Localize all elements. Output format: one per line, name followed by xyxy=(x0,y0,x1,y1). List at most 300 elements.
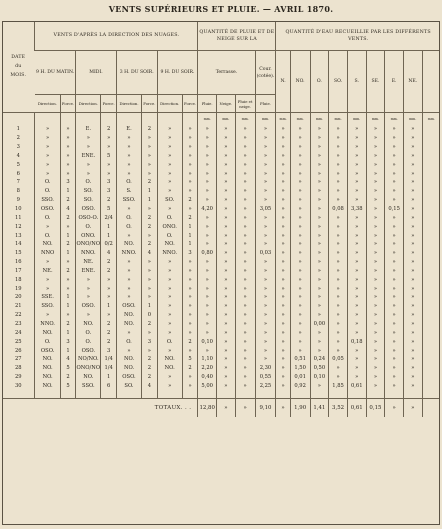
table-cell: » xyxy=(157,293,182,302)
table-cell: » xyxy=(310,125,329,134)
table-cell: ENE. xyxy=(76,267,101,276)
table-cell: SSO. xyxy=(35,302,60,311)
table-cell: » xyxy=(385,169,404,178)
total-cell: 0,15 xyxy=(366,399,385,418)
table-cell: » xyxy=(142,152,157,161)
table-cell: » xyxy=(142,143,157,152)
table-cell: » xyxy=(198,213,217,222)
table-cell xyxy=(422,364,440,373)
table-cell: » xyxy=(182,293,197,302)
table-cell: 3 xyxy=(101,346,116,355)
table-cell: SO. xyxy=(76,187,101,196)
table-cell: » xyxy=(276,125,290,134)
table-cell: » xyxy=(385,125,404,134)
table-cell: NO. xyxy=(116,320,141,329)
unit-cell xyxy=(35,113,60,126)
table-cell: » xyxy=(60,311,75,320)
table-cell: » xyxy=(276,267,290,276)
table-row xyxy=(2,381,440,390)
table-cell: O. xyxy=(35,337,60,346)
table-cell: OSO. xyxy=(35,205,60,214)
table-cell: 4 xyxy=(142,249,157,258)
unit-cell xyxy=(116,113,141,126)
table-cell: » xyxy=(235,302,255,311)
table-cell: » xyxy=(255,311,276,320)
table-cell: » xyxy=(60,284,75,293)
unit-cell xyxy=(60,113,75,126)
table-cell: » xyxy=(35,311,60,320)
table-cell: » xyxy=(198,196,217,205)
table-cell: » xyxy=(385,222,404,231)
table-cell: O. xyxy=(116,222,141,231)
table-cell: 5 xyxy=(60,381,75,390)
table-cell: » xyxy=(198,240,217,249)
table-cell: 2 xyxy=(182,213,197,222)
day-cell: 29 xyxy=(14,374,22,381)
table-cell: » xyxy=(198,169,217,178)
table-row xyxy=(2,187,440,196)
table-cell: » xyxy=(217,143,236,152)
table-cell: » xyxy=(157,152,182,161)
table-cell: » xyxy=(310,381,329,390)
table-cell: » xyxy=(235,258,255,267)
table-cell: » xyxy=(403,355,422,364)
table-cell: » xyxy=(329,134,348,143)
table-cell: » xyxy=(255,187,276,196)
table-cell: » xyxy=(101,160,116,169)
table-cell: » xyxy=(385,337,404,346)
table-cell: » xyxy=(276,240,290,249)
table-cell: » xyxy=(198,222,217,231)
du-label: du xyxy=(15,64,22,69)
table-cell: » xyxy=(310,311,329,320)
table-cell: » xyxy=(101,311,116,320)
unit-cell xyxy=(157,113,182,126)
table-cell: » xyxy=(403,134,422,143)
table-cell: » xyxy=(198,311,217,320)
table-cell: » xyxy=(347,187,366,196)
table-cell: » xyxy=(290,258,310,267)
table-cell: 2 xyxy=(60,373,75,382)
table-cell: » xyxy=(385,178,404,187)
table-cell: 0,01 xyxy=(290,373,310,382)
table-cell: » xyxy=(276,258,290,267)
table-cell: NO. xyxy=(35,381,60,390)
totals-label: TOTAUX. . . xyxy=(2,399,198,418)
table-cell: 5 xyxy=(182,355,197,364)
table-cell: » xyxy=(290,249,310,258)
table-cell: » xyxy=(235,293,255,302)
table-cell: » xyxy=(385,355,404,364)
day-cell: 24 xyxy=(14,329,22,336)
table-cell: » xyxy=(329,178,348,187)
table-cell: » xyxy=(182,346,197,355)
unit-cell xyxy=(101,113,116,126)
table-cell: » xyxy=(198,258,217,267)
table-cell: » xyxy=(235,320,255,329)
table-cell: » xyxy=(116,169,141,178)
table-cell: » xyxy=(329,364,348,373)
table-cell: 2 xyxy=(101,267,116,276)
table-cell: » xyxy=(76,134,101,143)
table-cell: » xyxy=(198,275,217,284)
table-cell: » xyxy=(235,337,255,346)
table-cell: » xyxy=(217,328,236,337)
table-row xyxy=(2,311,440,320)
table-cell: 2 xyxy=(101,196,116,205)
table-cell: » xyxy=(347,143,366,152)
table-cell: NO. xyxy=(35,240,60,249)
day-cell: 23 xyxy=(14,320,22,327)
pluie-header: Pluie. xyxy=(198,95,217,113)
table-cell: 0,61 xyxy=(347,381,366,390)
table-cell xyxy=(422,284,440,293)
table-cell: » xyxy=(329,187,348,196)
table-cell: » xyxy=(157,205,182,214)
table-cell: » xyxy=(290,311,310,320)
table-cell: » xyxy=(310,275,329,284)
table-cell: » xyxy=(347,328,366,337)
table-cell: » xyxy=(290,337,310,346)
table-cell: » xyxy=(217,267,236,276)
table-cell: » xyxy=(235,205,255,214)
table-cell: » xyxy=(310,187,329,196)
cour-header xyxy=(255,51,276,95)
table-cell: » xyxy=(142,169,157,178)
table-cell: » xyxy=(116,328,141,337)
table-cell: » xyxy=(101,143,116,152)
table-cell: 1 xyxy=(60,346,75,355)
table-cell: » xyxy=(217,169,236,178)
table-cell: » xyxy=(403,125,422,134)
table-cell: 0,80 xyxy=(198,249,217,258)
table-row xyxy=(2,160,440,169)
total-cell: » xyxy=(385,399,404,418)
table-cell: » xyxy=(329,258,348,267)
neige-header: Neige. xyxy=(217,95,236,113)
table-cell: » xyxy=(198,328,217,337)
day-cell: 9 xyxy=(16,197,20,204)
table-cell: 2 xyxy=(101,125,116,134)
table-cell: » xyxy=(385,275,404,284)
table-cell: » xyxy=(276,320,290,329)
table-cell: » xyxy=(403,381,422,390)
table-cell: » xyxy=(60,134,75,143)
table-cell: » xyxy=(116,275,141,284)
table-row xyxy=(2,364,440,373)
table-cell: » xyxy=(157,302,182,311)
table-cell: » xyxy=(276,196,290,205)
table-cell xyxy=(422,143,440,152)
spacer-cell xyxy=(310,390,329,399)
table-cell: » xyxy=(366,187,385,196)
unit-cell: mm. xyxy=(255,113,276,126)
table-cell: » xyxy=(157,311,182,320)
table-cell xyxy=(422,275,440,284)
table-cell: » xyxy=(217,222,236,231)
table-cell: » xyxy=(310,284,329,293)
table-cell: » xyxy=(276,337,290,346)
unit-cell: mm. xyxy=(403,113,422,126)
table-cell: » xyxy=(290,187,310,196)
table-cell: » xyxy=(385,249,404,258)
table-cell: » xyxy=(276,284,290,293)
spacer-cell xyxy=(329,390,348,399)
table-cell: » xyxy=(235,355,255,364)
unit-cell xyxy=(76,113,101,126)
table-cell: » xyxy=(366,222,385,231)
table-cell: » xyxy=(347,355,366,364)
table-cell: » xyxy=(255,125,276,134)
table-cell: » xyxy=(276,222,290,231)
table-cell: » xyxy=(157,381,182,390)
table-cell: » xyxy=(142,267,157,276)
table-cell: » xyxy=(101,275,116,284)
table-cell: » xyxy=(329,328,348,337)
table-cell: » xyxy=(198,134,217,143)
table-cell: » xyxy=(255,328,276,337)
table-cell: NO. xyxy=(76,320,101,329)
table-cell: » xyxy=(366,328,385,337)
table-cell: 1 xyxy=(101,373,116,382)
table-cell: » xyxy=(217,240,236,249)
table-cell: » xyxy=(35,134,60,143)
force-header-1: Force. xyxy=(60,95,75,113)
table-cell: 1 xyxy=(60,293,75,302)
table-cell: » xyxy=(403,267,422,276)
table-cell: » xyxy=(198,302,217,311)
table-cell: » xyxy=(366,258,385,267)
table-cell: » xyxy=(182,381,197,390)
table-cell: 1 xyxy=(101,222,116,231)
table-cell: 1 xyxy=(142,302,157,311)
table-cell: » xyxy=(157,187,182,196)
table-cell: » xyxy=(403,302,422,311)
table-cell: » xyxy=(182,143,197,152)
table-row xyxy=(2,328,440,337)
table-cell: » xyxy=(157,143,182,152)
table-cell: » xyxy=(60,169,75,178)
force-header-4: Force. xyxy=(182,95,197,113)
table-cell: » xyxy=(235,152,255,161)
table-cell: » xyxy=(366,249,385,258)
table-cell: » xyxy=(347,134,366,143)
spacer-cell xyxy=(422,390,440,399)
table-cell: » xyxy=(329,275,348,284)
table-cell: » xyxy=(347,346,366,355)
table-cell: » xyxy=(76,275,101,284)
direction-header-4: Direction. xyxy=(157,95,182,113)
table-cell: » xyxy=(347,231,366,240)
table-cell: » xyxy=(255,213,276,222)
table-cell: SSO. xyxy=(35,196,60,205)
table-row xyxy=(2,346,440,355)
table-cell: » xyxy=(366,134,385,143)
table-cell: » xyxy=(116,134,141,143)
page-title: VENTS SUPÉRIEURS ET PLUIE. — AVRIL 1870. xyxy=(108,4,334,14)
table-cell: 3 xyxy=(60,337,75,346)
table-cell: 1 xyxy=(101,302,116,311)
table-cell xyxy=(422,160,440,169)
table-cell: E. xyxy=(116,125,141,134)
table-cell: » xyxy=(385,293,404,302)
table-cell: 0,51 xyxy=(290,355,310,364)
table-cell: » xyxy=(310,222,329,231)
table-cell: » xyxy=(385,258,404,267)
table-cell: » xyxy=(366,284,385,293)
day-cell: 12 xyxy=(14,223,22,230)
direction-header-2: Direction. xyxy=(76,95,101,113)
table-cell: » xyxy=(255,231,276,240)
table-cell: 0,18 xyxy=(347,337,366,346)
table-cell: 4 xyxy=(142,381,157,390)
table-cell: NNO. xyxy=(116,249,141,258)
table-cell: 2,25 xyxy=(255,381,276,390)
table-cell: » xyxy=(347,258,366,267)
table-cell: » xyxy=(403,346,422,355)
table-cell: » xyxy=(403,205,422,214)
table-cell: ONO. xyxy=(76,231,101,240)
unit-cell: mm. xyxy=(422,113,440,126)
table-cell: 0,55 xyxy=(255,373,276,382)
table-cell: » xyxy=(403,160,422,169)
table-cell: » xyxy=(217,293,236,302)
table-cell: » xyxy=(310,302,329,311)
table-cell xyxy=(422,213,440,222)
table-cell: » xyxy=(366,302,385,311)
table-cell: » xyxy=(142,258,157,267)
table-cell: » xyxy=(276,373,290,382)
table-cell: » xyxy=(276,213,290,222)
table-cell: NO. xyxy=(35,364,60,373)
table-cell: » xyxy=(255,275,276,284)
spacer-cell xyxy=(101,390,116,399)
table-cell: » xyxy=(142,284,157,293)
table-cell: » xyxy=(276,249,290,258)
table-cell: » xyxy=(385,284,404,293)
table-cell: » xyxy=(157,275,182,284)
spacer-cell xyxy=(2,390,35,399)
table-cell: NO. xyxy=(116,311,141,320)
table-cell: » xyxy=(310,169,329,178)
day-cell: 2 xyxy=(16,135,20,142)
table-cell: » xyxy=(310,346,329,355)
table-cell: 2 xyxy=(182,196,197,205)
day-cell: 7 xyxy=(16,179,20,186)
table-cell: 1 xyxy=(60,187,75,196)
table-row xyxy=(2,337,440,346)
table-row xyxy=(2,152,440,161)
table-cell: » xyxy=(385,196,404,205)
table-cell: » xyxy=(290,152,310,161)
water-group-header: QUANTITÉ D'EAU RECUEILLIE PAR LES DIFFÉRENTS VENTS. xyxy=(276,21,440,51)
table-cell: O. xyxy=(116,213,141,222)
table-cell: NE. xyxy=(35,267,60,276)
table-cell: 5 xyxy=(101,152,116,161)
table-cell: 1,10 xyxy=(198,355,217,364)
table-cell: » xyxy=(182,302,197,311)
table-cell: 3 xyxy=(101,178,116,187)
table-cell: » xyxy=(235,231,255,240)
table-cell: » xyxy=(76,284,101,293)
date-header xyxy=(2,21,35,113)
table-cell: 0,10 xyxy=(310,373,329,382)
table-cell: » xyxy=(76,311,101,320)
units-row xyxy=(2,113,440,126)
unit-cell xyxy=(182,113,197,126)
table-cell: » xyxy=(198,143,217,152)
table-cell: » xyxy=(255,196,276,205)
unit-cell: mm. xyxy=(217,113,236,126)
table-cell: » xyxy=(235,222,255,231)
unit-cell: mm. xyxy=(235,113,255,126)
table-cell: » xyxy=(310,205,329,214)
table-cell: » xyxy=(329,240,348,249)
table-cell: 5 xyxy=(101,205,116,214)
table-cell: » xyxy=(403,240,422,249)
table-cell: » xyxy=(329,311,348,320)
direction-header-1: Direction. xyxy=(35,95,60,113)
table-cell: 2 xyxy=(60,240,75,249)
table-cell xyxy=(422,196,440,205)
table-cell: » xyxy=(217,284,236,293)
table-cell: » xyxy=(290,320,310,329)
table-cell: » xyxy=(329,337,348,346)
table-cell: » xyxy=(198,284,217,293)
table-cell: OSO. xyxy=(76,205,101,214)
table-cell: » xyxy=(182,311,197,320)
table-row xyxy=(2,275,440,284)
table-cell xyxy=(422,240,440,249)
date-label: DATE xyxy=(11,55,26,60)
table-cell: » xyxy=(276,169,290,178)
table-cell: » xyxy=(403,169,422,178)
table-cell: » xyxy=(157,160,182,169)
table-cell: » xyxy=(366,205,385,214)
table-cell: » xyxy=(35,222,60,231)
table-cell: » xyxy=(217,213,236,222)
table-cell xyxy=(422,169,440,178)
table-cell: » xyxy=(217,355,236,364)
table-cell: » xyxy=(403,284,422,293)
table-cell: 4,20 xyxy=(198,205,217,214)
table-cell: 1/4 xyxy=(101,364,116,373)
spacer-cell xyxy=(142,390,157,399)
table-cell: » xyxy=(310,328,329,337)
pluie-neige-header: Pluie et neige. xyxy=(235,95,255,113)
table-cell: » xyxy=(290,213,310,222)
dir-no-header: NO. xyxy=(290,51,310,113)
table-cell: » xyxy=(290,284,310,293)
table-row xyxy=(2,355,440,364)
table-cell: » xyxy=(366,293,385,302)
table-cell: » xyxy=(255,267,276,276)
table-cell: » xyxy=(276,187,290,196)
table-cell: » xyxy=(347,178,366,187)
table-cell: » xyxy=(255,134,276,143)
winds-group-header: VENTS D'APRÈS LA DIRECTION DES NUAGES. xyxy=(35,21,198,51)
table-cell: » xyxy=(385,160,404,169)
table-cell: » xyxy=(366,355,385,364)
table-cell: 3 xyxy=(101,187,116,196)
table-cell: » xyxy=(255,240,276,249)
day-cell: 3 xyxy=(16,144,20,151)
table-cell: O. xyxy=(35,187,60,196)
table-cell: » xyxy=(182,328,197,337)
table-cell: 0,24 xyxy=(310,355,329,364)
table-cell: OSO. xyxy=(35,346,60,355)
table-cell: 2 xyxy=(101,328,116,337)
